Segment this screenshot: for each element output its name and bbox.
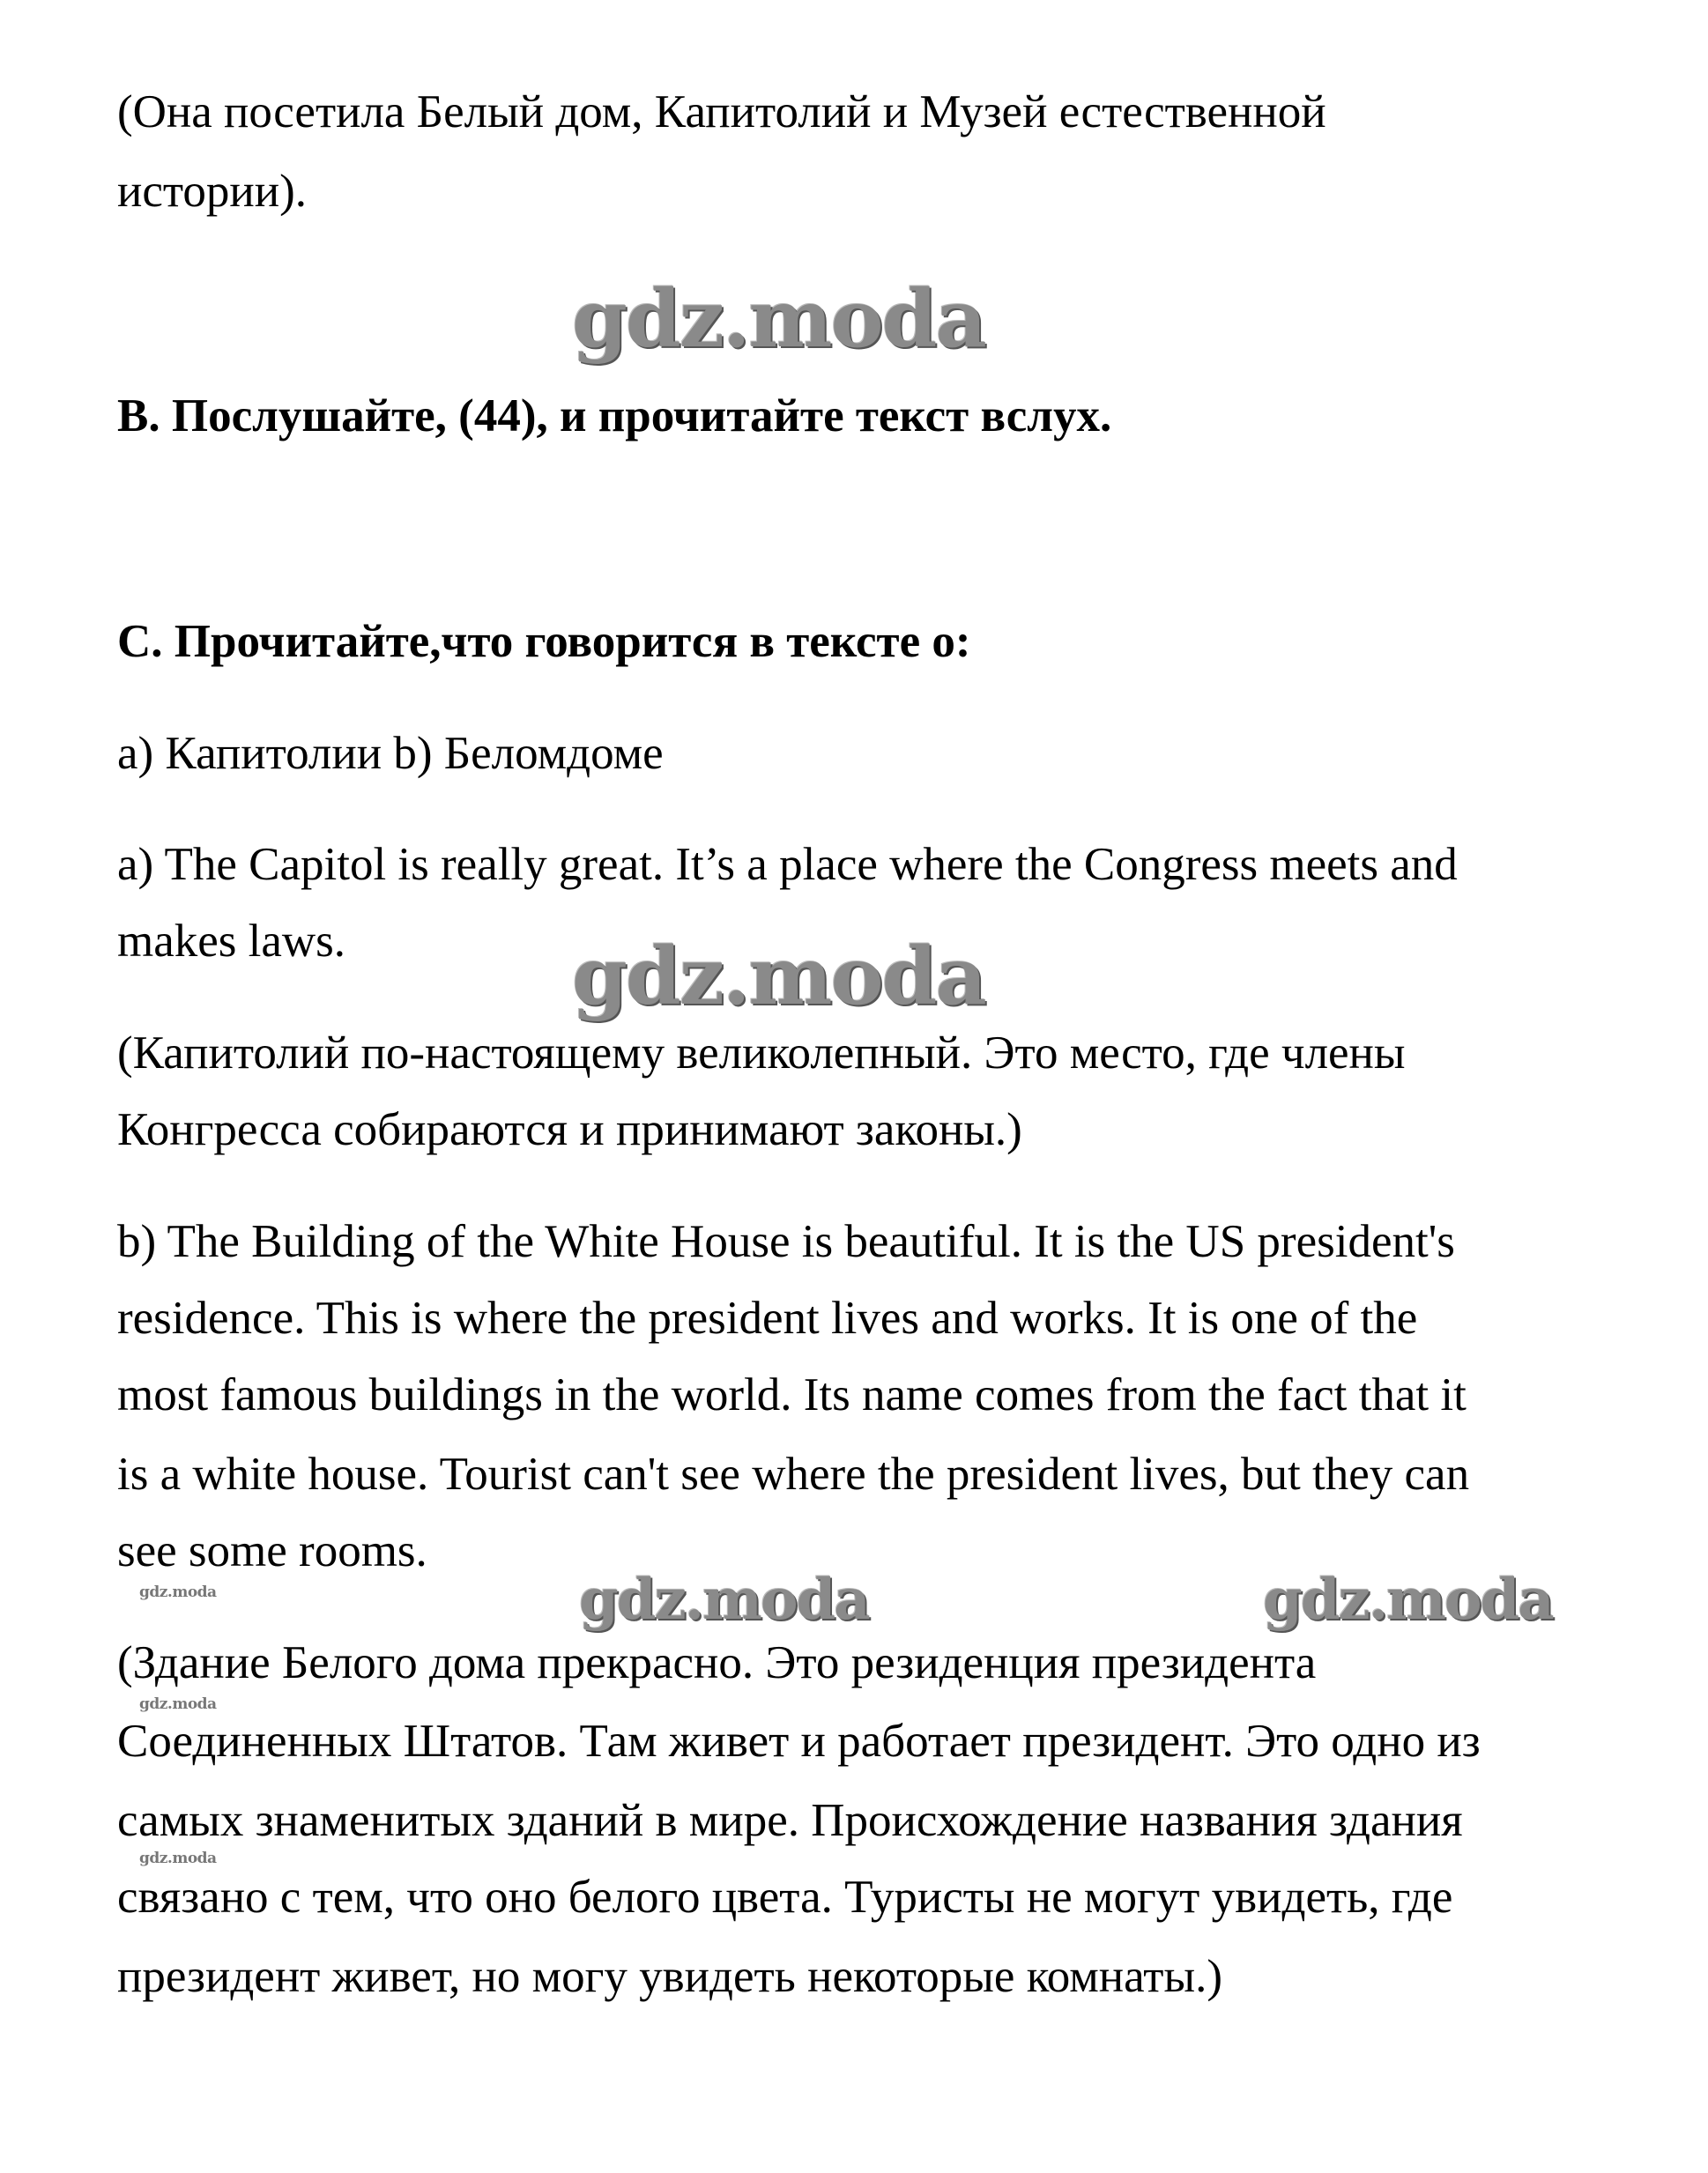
text-line: a) The Capitol is really great. It’s a place where the Congress meets and <box>117 839 1458 890</box>
text-line: is a white house. Tourist can't see where the president lives, but they can <box>117 1449 1470 1500</box>
text-line: see some rooms. <box>117 1525 427 1576</box>
text-line: b) The Building of the White House is beautiful. It is the US president's <box>117 1216 1455 1267</box>
text-line: a) Капитолии b) Беломдоме <box>117 728 664 779</box>
text-line: истории). <box>117 166 307 217</box>
text-line: (Здание Белого дома прекрасно. Это резиденция президента <box>117 1637 1317 1688</box>
text-line: residence. This is where the president lives and works. It is one of the <box>117 1293 1418 1344</box>
watermark-small: gdz.moda <box>139 1583 217 1601</box>
text-line: (Она посетила Белый дом, Капитолий и Музей естественной <box>117 86 1326 137</box>
section-heading-b: B. Послушайте, (44), и прочитайте текст вслух. <box>117 390 1112 441</box>
text-line: Соединенных Штатов. Там живет и работает президент. Это одно из <box>117 1716 1481 1767</box>
watermark-small: gdz.moda <box>139 1695 217 1713</box>
text-line: makes laws. <box>117 916 346 967</box>
text-line: (Капитолий по-настоящему великолепный. Это место, где члены <box>117 1027 1406 1079</box>
section-heading-c: C. Прочитайте,что говорится в тексте о: <box>117 616 971 667</box>
watermark: gdz.moda <box>579 1567 869 1633</box>
watermark: gdz.moda <box>1263 1567 1553 1633</box>
watermark: gdz.moda <box>572 930 985 1023</box>
text-line: связано с тем, что оно белого цвета. Туристы не могут увидеть, где <box>117 1872 1453 1923</box>
text-line: most famous buildings in the world. Its name comes from the fact that it <box>117 1369 1467 1420</box>
text-line: Конгресса собираются и принимают законы.) <box>117 1104 1022 1155</box>
watermark: gdz.moda <box>572 272 985 366</box>
text-line: самых знаменитых зданий в мире. Происхождение названия здания <box>117 1795 1463 1846</box>
watermark-small: gdz.moda <box>139 1850 217 1867</box>
text-line: президент живет, но могу увидеть некоторые комнаты.) <box>117 1951 1222 2002</box>
